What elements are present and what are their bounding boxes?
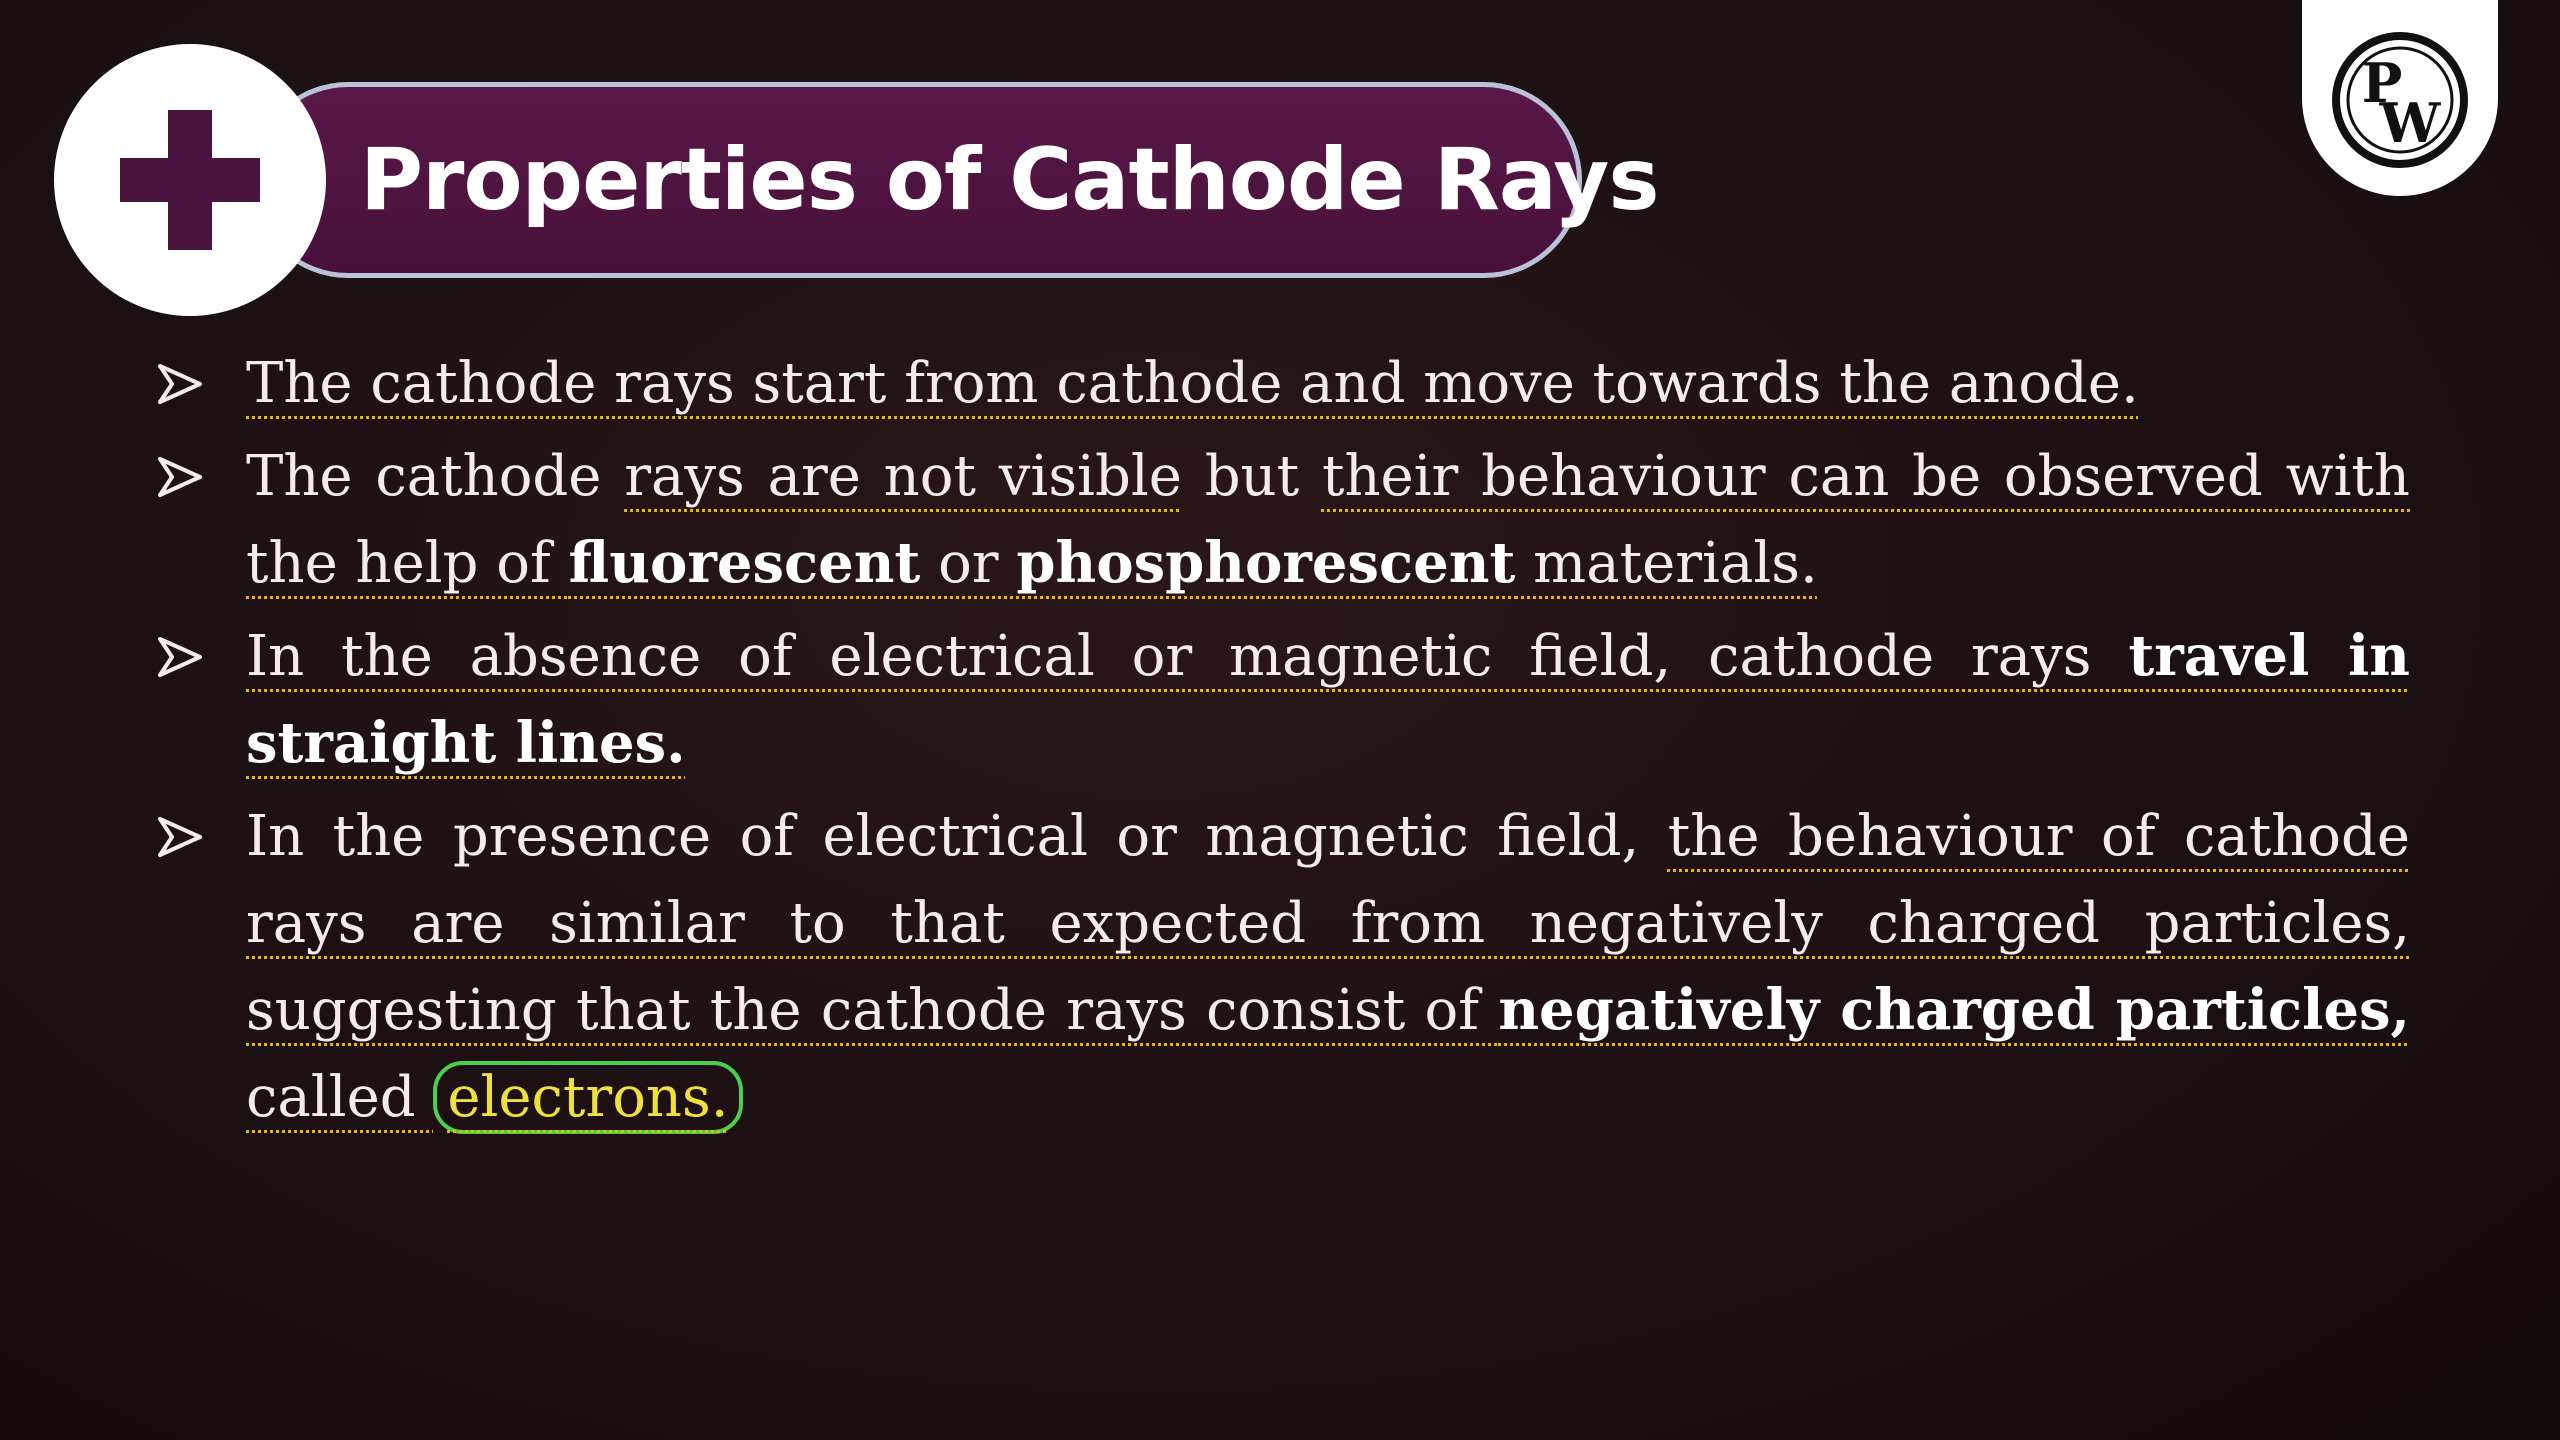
bullet-text (246, 804, 2410, 1130)
bullet-text (246, 444, 2410, 596)
bullet-4-seg-4: called (246, 1065, 434, 1130)
bullet-2-seg-6: or (920, 531, 1017, 596)
bullet-1-text: The cathode rays start from cathode and move towards the anode. (246, 351, 2139, 416)
slide-title: Properties of Cathode Rays (360, 130, 1659, 230)
bullet-text (246, 351, 2139, 416)
bullet-2-seg-2: rays are not visible (624, 444, 1182, 509)
arrowhead-icon (158, 635, 202, 679)
pw-logo-tab (2302, 0, 2498, 196)
bullet-2-term-phosphorescent: phosphorescent (1016, 530, 1516, 596)
arrowhead-icon (158, 815, 202, 859)
plus-badge (54, 44, 326, 316)
bullet-4-seg-2: the behaviour of cathode rays are similar to that expected from negatively charged particles, suggesting that the cathode rays consist of (246, 804, 2410, 1043)
pw-logo (2330, 30, 2470, 170)
bullet-2-seg-3: but (1181, 444, 1322, 509)
svg-text:P: P (2361, 51, 2403, 115)
bullet-2-seg-4: their behaviour can be observed with the help of (246, 444, 2410, 596)
bullet-item (150, 793, 2410, 1141)
bullet-text (246, 624, 2410, 776)
bullet-4-term: negatively charged particles, (1498, 977, 2410, 1043)
bullet-4-seg-1: In the presence of electrical or magnetic field, (246, 804, 1668, 869)
bullet-item (150, 613, 2410, 787)
arrowhead-icon (158, 455, 202, 499)
bullet-3-term: travel in straight lines. (246, 623, 2410, 776)
bullet-3-seg-1: In the absence of electrical or magnetic field, cathode rays (246, 624, 2129, 689)
arrowhead-icon (158, 362, 202, 406)
svg-text:W: W (2379, 91, 2441, 155)
plus-icon (120, 110, 260, 250)
bullet-list (150, 340, 2410, 1147)
bullet-2-seg-1: The cathode (246, 444, 625, 509)
electrons-highlight: electrons. (433, 1061, 742, 1134)
bullet-2-seg-8: materials. (1515, 531, 1818, 596)
bullet-item (150, 340, 2410, 427)
bullet-item (150, 433, 2410, 607)
bullet-2-term-fluorescent: fluorescent (568, 530, 921, 596)
